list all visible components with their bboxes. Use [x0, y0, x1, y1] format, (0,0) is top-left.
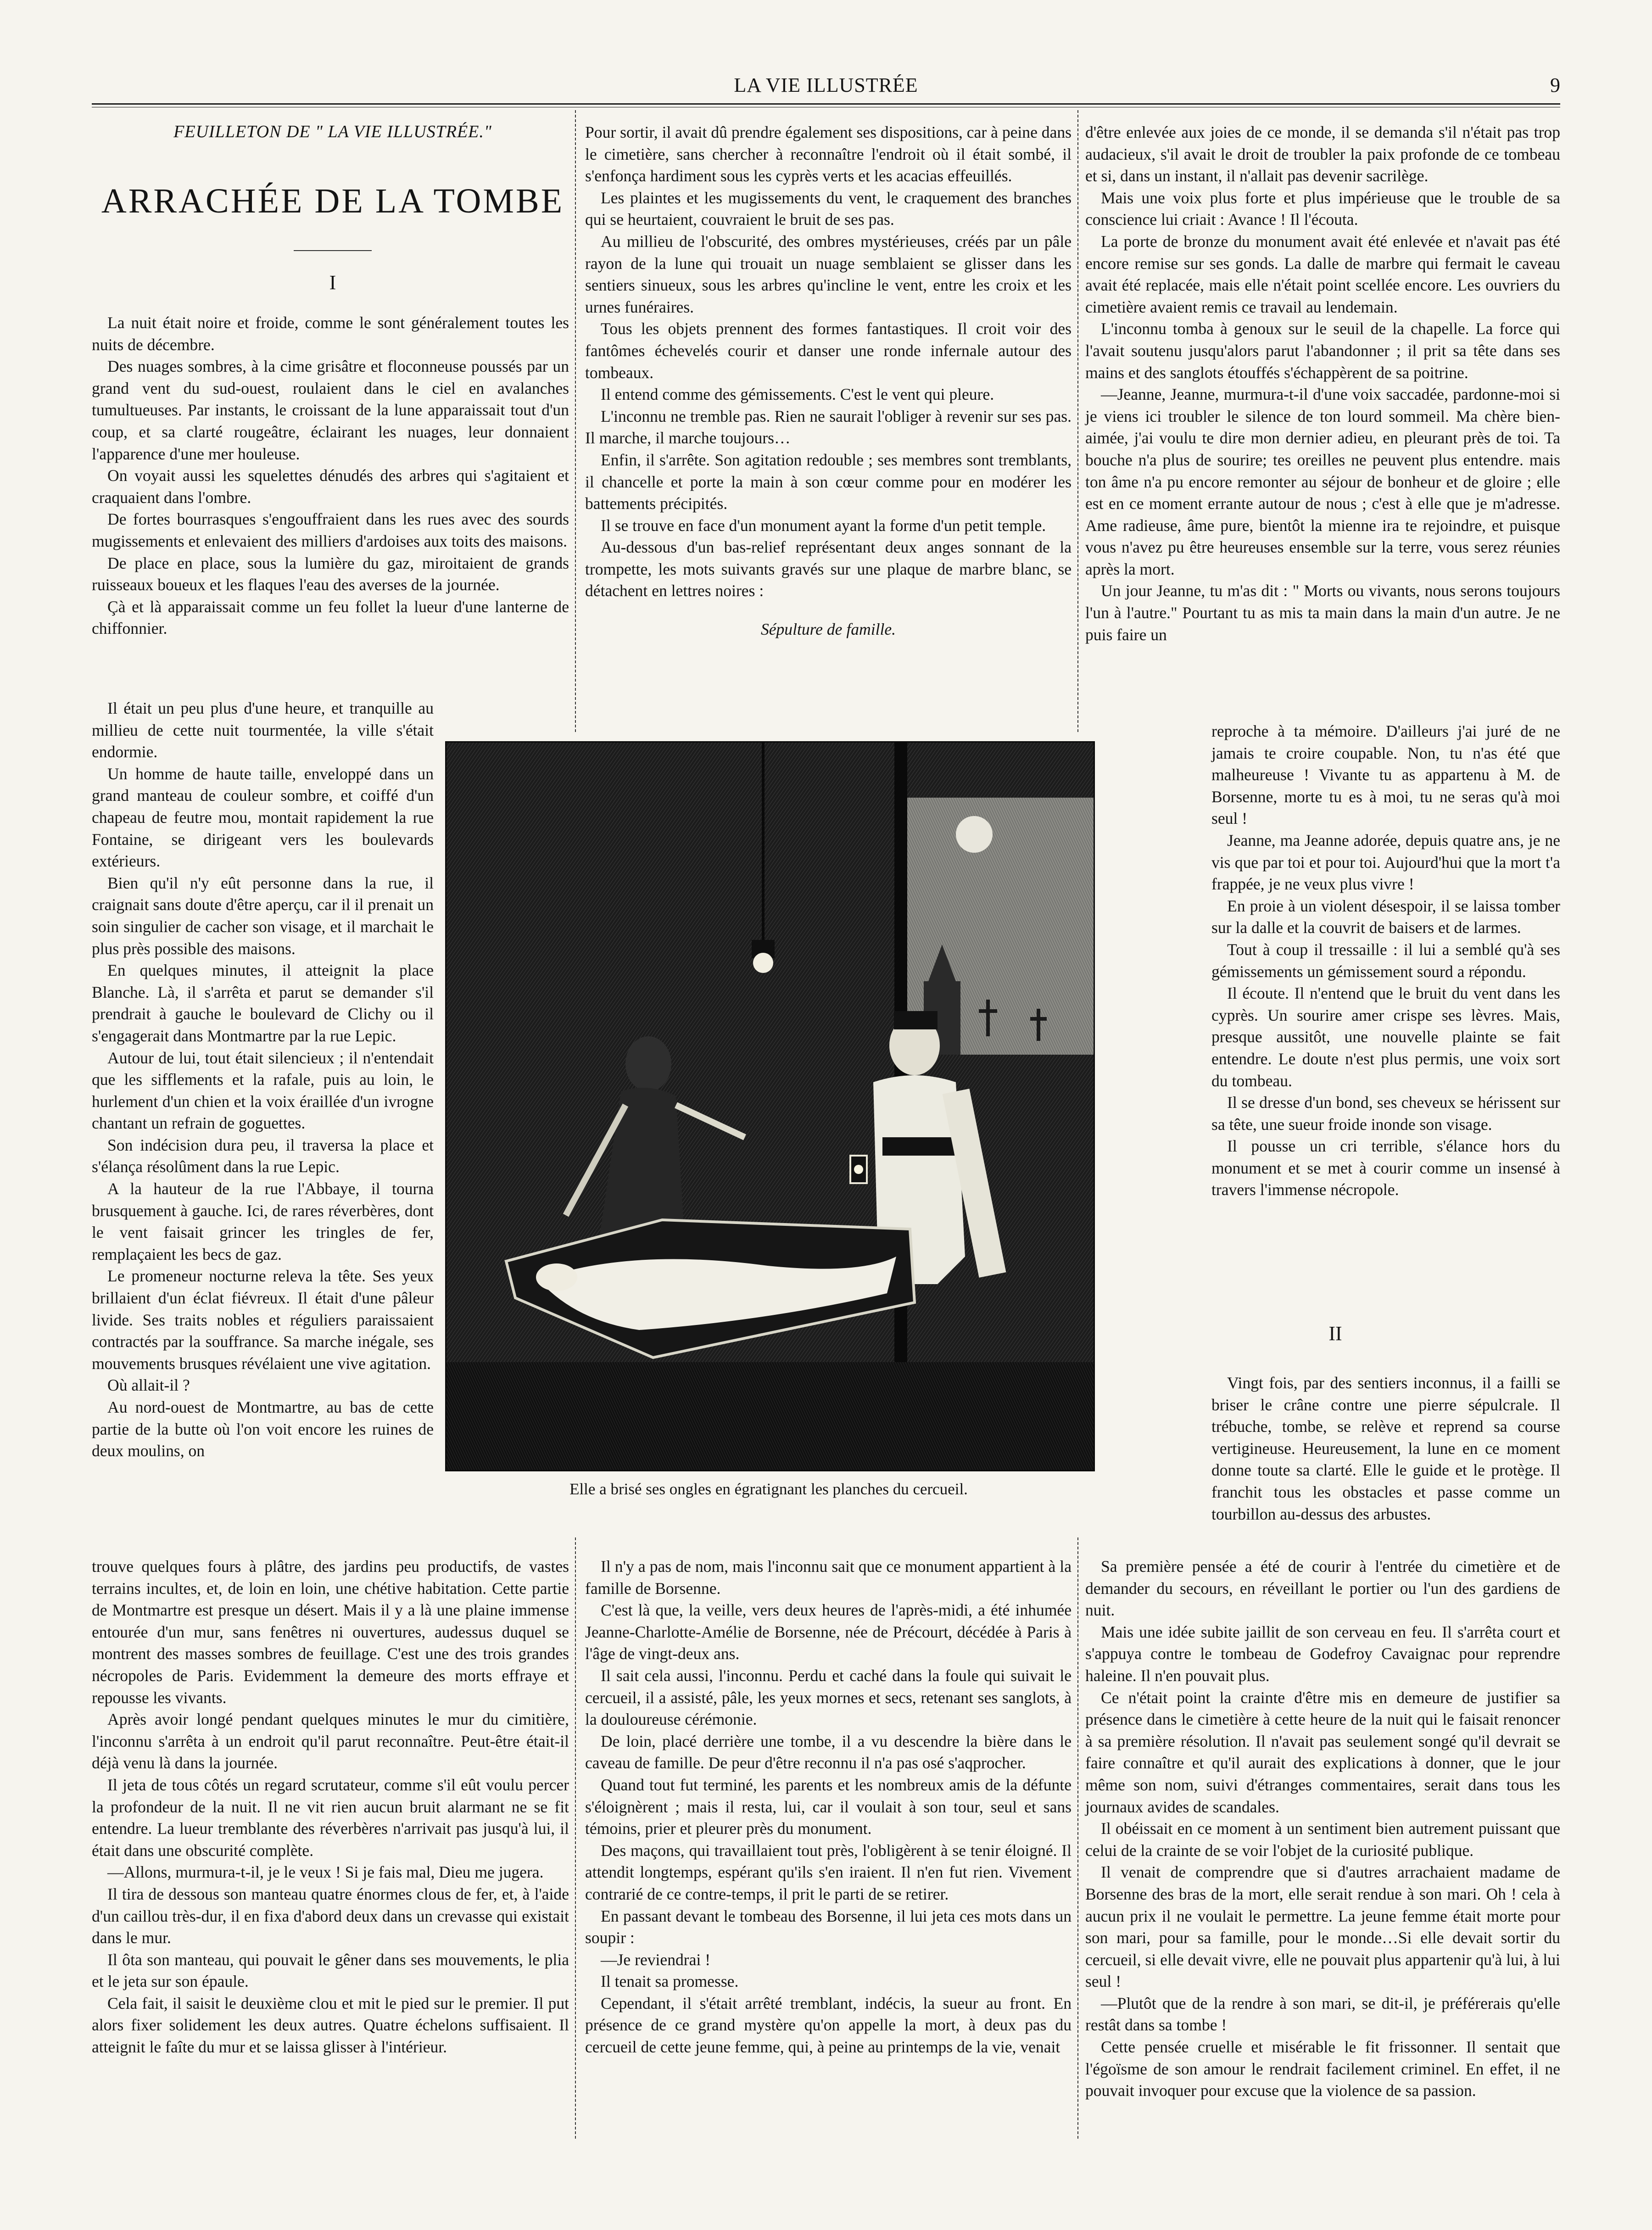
column-rule-left-bottom — [575, 1537, 576, 2139]
paragraph: C'est là que, la veille, vers deux heures de l'après-midi, a été inhumée Jeanne-Charlotte-Amélie de Borsenne, née de Précourt, décédée à Paris à l'âge de vingt-deux ans. — [585, 1601, 1072, 1663]
paragraph: Mais une idée subite jaillit de son cerveau en feu. Il s'arrêta court et s'appuya contre le tombeau de Godefroy Cavaignac pour reprendre haleine. Il n'en pouvait plus. — [1085, 1622, 1560, 1685]
paragraph: Il tira de dessous son manteau quatre énormes clous de fer, et, à l'aide d'un caillou très-dur, il en fixa d'abord deux dans un crevasse qui existait dans le mur. — [92, 1884, 569, 1947]
paragraph: Cette pensée cruelle et misérable le fit frissonner. Il sentait que l'égoïsme de son amour le rendrait facilement criminel. En effet, il ne pouvait invoquer pour excuse que la violence de sa passion. — [1085, 2038, 1560, 2100]
story-title: ARRACHÉE DE LA TOMBE — [101, 182, 564, 220]
paragraph: Son indécision dura peu, il traversa la place et s'élança résolûment dans la rue Lepic. — [92, 1135, 434, 1176]
paragraph: Sa première pensée a été de courir à l'entrée du cimetière et de demander du secours, en réveillant le portier ou l'un des gardiens de nuit. — [1085, 1557, 1560, 1620]
header-rule — [92, 103, 1560, 105]
column-1-bottom — [92, 1556, 569, 2058]
paragraph: —Plutôt que de la rendre à son mari, se dit-il, je préférerais qu'elle restât dans sa tombe ! — [1085, 1994, 1560, 2034]
paragraph: De place en place, sous la lumière du gaz, miroitaient de grands ruisseaux boueux et les flaques l'eau des averses de la journée. — [92, 553, 569, 594]
column-3-narrow — [1211, 721, 1560, 1201]
page-number: 9 — [1550, 74, 1560, 96]
paragraph: trouve quelques fours à plâtre, des jardins peu productifs, de vastes terrains incultes, et, de loin en loin, une chétive habitation. Cette partie de Montmartre est presque un désert. Mais il y a là une plaine immense entourée d'un mur, sans fenêtres ni ouvertures, audessus duquel se montrent des masses sombres de feuillage. C'est une des trois grandes nécropoles de Paris. Evidemment la demeure des morts effraye et repousse les vivants. — [92, 1557, 569, 1707]
paragraph: Il ôta son manteau, qui pouvait le gêner dans ses mouvements, le plia et le jeta sur son épaule. — [92, 1950, 569, 1991]
paragraph: Il n'y a pas de nom, mais l'inconnu sait que ce monument appartient à la famille de Borsenne. — [585, 1557, 1072, 1598]
paragraph: Des nuages sombres, à la cime grisâtre et floconneuse poussés par un grand vent du sud-ouest, roulaient dans le ciel en avalanches tumultueuses. Par instants, le croissant de la lune apparaissait tout d'un coup, et sa clarté rougeâtre, éclairant les nuages, leur donnaient l'apparence d'une mer houleuse. — [92, 357, 569, 463]
paragraph: Tout à coup il tressaille : il lui a semblé qu'à ses gémissements un gémissement sourd a répondu. — [1211, 940, 1560, 981]
column-3-top — [1085, 122, 1560, 646]
figure-caption: Elle a brisé ses ongles en égratignant les planches du cercueil. — [569, 1480, 968, 1498]
column-3-bottom — [1085, 1556, 1560, 2102]
paragraph: Au-dessous d'un bas-relief représentant deux anges sonnant de la trompette, les mots suivants gravés sur une plaque de marbre blanc, se détachent en lettres noires : — [585, 538, 1072, 600]
paragraph: Ce n'était point la crainte d'être mis en demeure de justifier sa présence dans le cimetière à cette heure de la nuit qui le faisait renoncer à sa première résolution. Il n'avait pas seulement songé qu'il devrait se faire connaître et qu'il aurait des explications à donner, que le jour même son nom, suivi d'étranges commentaires, serait dans tous les journaux avides de scandales. — [1085, 1688, 1560, 1816]
paragraph: Çà et là apparaissait comme un feu follet la lueur d'une lanterne de chiffonnier. — [92, 597, 569, 638]
paragraph: La nuit était noire et froide, comme le sont généralement toutes les nuits de décembre. — [92, 313, 569, 354]
paragraph: L'inconnu ne tremble pas. Rien ne saurait l'obliger à revenir sur ses pas. Il marche, il marche toujours… — [585, 407, 1072, 447]
paragraph: Il écoute. Il n'entend que le bruit du vent dans les cyprès. Un sourire amer crispe ses lèvres. Mais, presque aussitôt, une nouvelle plainte se fait entendre. Le doute n'est plus permis, une voix sort du tombeau. — [1211, 984, 1560, 1090]
paragraph: Un homme de haute taille, enveloppé dans un grand manteau de couleur sombre, et coiffé d'un chapeau de feutre mou, montait rapidement la rue Fontaine, se dirigeant vers les boulevards extérieurs. — [92, 764, 434, 871]
paragraph: Jeanne, ma Jeanne adorée, depuis quatre ans, je ne vis que par toi et pour toi. Aujourd'hui que la mort t'a frappée, je ne veux plus vivre ! — [1211, 831, 1560, 894]
column-1-full — [92, 312, 569, 640]
paragraph: Les plaintes et les mugissements du vent, le craquement des branches qui se heurtaient, couvraient le bruit de ses pas. — [585, 188, 1072, 229]
feuilleton-label: FEUILLETON DE " LA VIE ILLUSTRÉE." — [173, 122, 492, 141]
paragraph: Au nord-ouest de Montmartre, au bas de cette partie de la butte où l'on voit encore les ruines de deux moulins, on — [92, 1398, 434, 1460]
paragraph: Il jeta de tous côtés un regard scrutateur, comme s'il eût voulu percer la profondeur de la nuit. Il ne vit rien aucun bruit alarmant ne se fit entendre. La lueur tremblante des réverbères n'arrivait pas jusqu'à lui, il était dans une obscurité complète. — [92, 1775, 569, 1860]
paragraph: —Jeanne, Jeanne, murmura-t-il d'une voix saccadée, pardonne-moi si je viens ici troubler le silence de ton lourd sommeil. Ma chère bien-aimée, j'ai voulu te dire mon dernier adieu, en pleurant près de toi. Ta bouche n'a plus de sourire; tes oreilles ne peuvent plus entendre. mais ton âme n'a pu encore remonter au séjour de bonheur et de gloire ; elle est en ce moment errante autour de nous ; c'est à elle que je m'adresse. Ame radieuse, âme pure, bientôt la mienne ira te rejoindre, et puisque vous n'avez pu être heureuses ensemble sur la terre, vous serez réunies après la mort. — [1085, 385, 1560, 578]
column-1-narrow — [92, 698, 434, 1462]
paragraph: Après avoir longé pendant quelques minutes le mur du cimitière, l'inconnu s'arrêta à un endroit qu'il parut reconnaître. Peut-être était-il déjà venu là dans la journée. — [92, 1710, 569, 1772]
paragraph: Tous les objets prennent des formes fantastiques. Il croit voir des fantômes échevelés courir et danser une ronde infernale autour des tombeaux. — [585, 319, 1072, 382]
paragraph: Autour de lui, tout était silencieux ; il n'entendait que les sifflements et la rafale, puis au loin, le hurlement d'un chien et la voix éraillée d'un ivrogne chantant un refrain de goguettes. — [92, 1048, 434, 1133]
chapter-heading: I — [329, 271, 336, 294]
column-3-narrow-after-two — [1211, 1372, 1560, 1525]
paragraph: L'inconnu tomba à genoux sur le seuil de la chapelle. La force qui l'avait soutenu jusqu'alors parut l'abandonner ; il prit sa tête dans ses mains et des sanglots étouffés s'échappèrent de sa poitrine. — [1085, 319, 1560, 382]
paragraph: Il obéissait en ce moment à un sentiment bien autrement puissant que celui de la crainte de se voir l'objet de la curiosité publique. — [1085, 1819, 1560, 1860]
paragraph: En passant devant le tombeau des Borsenne, il lui jeta ces mots dans un soupir : — [585, 1906, 1072, 1947]
paragraph: De fortes bourrasques s'engouffraient dans les rues avec des sourds mugissements et enlevaient des milliers d'ardoises aux toits des maisons. — [92, 510, 569, 550]
paragraph: —Je reviendrai ! — [601, 1950, 711, 1969]
paragraph: Enfin, il s'arrête. Son agitation redouble ; ses membres sont tremblants, il chancelle et porte la main à son cœur comme pour en modérer les battements précipités. — [585, 450, 1072, 513]
engraving-illustration — [445, 741, 1095, 1471]
column-2-top — [585, 122, 1072, 641]
cemetery-engraving-icon — [446, 743, 1094, 1470]
paragraph: —Allons, murmura-t-il, je le veux ! Si je fais mal, Dieu me jugera. — [107, 1863, 544, 1882]
paragraph: Pour sortir, il avait dû prendre également ses dispositions, car à peine dans le cimetière, sans chercher à reconnaître l'endroit où il était sombé, il s'enfonça hardiment sous les cyprès verts et les acacias effeuillés. — [585, 123, 1072, 185]
paragraph: Cependant, il s'était arrêté tremblant, indécis, la sueur au front. En présence de ce grand mystère qu'on appelle la mort, à deux pas du cercueil de cette jeune femme, qui, à peine au printemps de la vie, venait — [585, 1994, 1072, 2057]
paragraph: Des maçons, qui travaillaient tout près, l'obligèrent à se tenir éloigné. Il attendit longtemps, espérant qu'ils s'en iraient. Il n'en fut rien. Vivement contrarié de ce contre-temps, il prit le parti de se retirer. — [585, 1841, 1072, 1903]
paragraph: En proie à un violent désespoir, il se laissa tomber sur la dalle et la couvrit de baisers et de larmes. — [1211, 896, 1560, 937]
column-rule-left-top — [575, 110, 576, 732]
paragraph: Vingt fois, par des sentiers inconnus, il a failli se briser le crâne contre une pierre sépulcrale. Il trébuche, tombe, se relève et reprend sa course vertigineuse. Heureusement, la lune en ce moment donne toute sa clarté. Elle le guide et le protège. Il franchit tous les obstacles et passe comme un tourbillon au-dessus des arbustes. — [1211, 1374, 1560, 1523]
running-title: LA VIE ILLUSTRÉE — [734, 74, 918, 96]
paragraph: Il était un peu plus d'une heure, et tranquille au millieu de cette nuit tourmentée, la ville s'était endormie. — [92, 699, 434, 761]
paragraph: Il tenait sa promesse. — [601, 1972, 739, 1991]
paragraph: A la hauteur de la rue l'Abbaye, il tourna brusquement à gauche. Ici, de rares réverbères, dont le vent faisait grincer les tringles de fer, remplaçaient les becs de gaz. — [92, 1179, 434, 1263]
paragraph: Quand tout fut terminé, les parents et les nombreux amis de la défunte s'éloignèrent ; mais il resta, lui, car il voulait à son tour, seul et sans témoins, prier et pleurer près du monument. — [585, 1775, 1072, 1838]
paragraph: Bien qu'il n'y eût personne dans la rue, il craignait sans doute d'être aperçu, car il il prenait un soin singulier de cacher son visage, et il marchait le plus près possible des maisons. — [92, 873, 434, 958]
paragraph: d'être enlevée aux joies de ce monde, il se demanda s'il n'était pas trop audacieux, s'il avait le droit de troubler la paix profonde de ce tombeau et si, dans un instant, il n'allait pas devenir sacrilège. — [1085, 123, 1560, 185]
tomb-inscription: Sépulture de famille. — [760, 620, 896, 639]
paragraph: Il se trouve en face d'un monument ayant la forme d'un petit temple. — [601, 516, 1046, 535]
paragraph: Il se dresse d'un bond, ses cheveux se hérissent sur sa tête, une sueur froide inonde son visage. — [1211, 1093, 1560, 1134]
paragraph: Il sait cela aussi, l'inconnu. Perdu et caché dans la foule qui suivait le cercueil, il a assisté, pâle, les yeux mornes et secs, retenant ses sanglots, à la douloureuse cérémonie. — [585, 1666, 1072, 1729]
paragraph: Où allait-il ? — [107, 1376, 190, 1395]
paragraph: Le promeneur nocturne releva la tête. Ses yeux brillaient d'un éclat fiévreux. Il était d'une pâleur livide. Ses traits nobles et réguliers paraissaient contractés par la souffrance. Sa marche inégale, ses mouvements brusques révélaient une vive agitation. — [92, 1267, 434, 1373]
column-rule-right-top — [1077, 110, 1078, 732]
paragraph: Au millieu de l'obscurité, des ombres mystérieuses, créés par un pâle rayon de la lune qui trouait un nuage semblaient se glisser dans les sentiers sinueux, sous les arbres qu'incline le vent, entre les croix et les urnes funéraires. — [585, 232, 1072, 316]
paragraph: En quelques minutes, il atteignit la place Blanche. Là, il s'arrêta et parut se demander s'il prendrait à gauche le boulevard de Clichy ou il s'engagerait dans Montmartre par la rue Lepic. — [92, 961, 434, 1045]
paragraph: Il pousse un cri terrible, s'élance hors du monument et se met à courir comme un insensé à travers l'immense nécropole. — [1211, 1137, 1560, 1199]
paragraph: On voyait aussi les squelettes dénudés des arbres qui s'agitaient et craquaient dans l'ombre. — [92, 466, 569, 507]
paragraph: Il venait de comprendre que si d'autres arrachaient madame de Borsenne des bras de la mort, elle serait rendue à son mari. Oh ! cela à aucun prix il ne voulait le permettre. La jeune femme était morte pour son mari, pour sa famille, pour le monde…Si elle devait sortir du cercueil, si elle devait vivre, elle ne pouvait plus appartenir qu'à lui, à lui seul ! — [1085, 1863, 1560, 1991]
paragraph: La porte de bronze du monument avait été enlevée et n'avait pas été encore remise sur ses gonds. La dalle de marbre qui fermait le caveau avait été replacée, mais elle n'était point scellée encore. Les ouvriers du cimetière avaient remis ce travail au lendemain. — [1085, 232, 1560, 316]
chapter-heading: II — [1328, 1322, 1342, 1345]
paragraph: reproche à ta mémoire. D'ailleurs j'ai juré de ne jamais te croire coupable. Non, tu n'as été que malheureuse ! Vivante tu as appartenu à M. de Borsenne, morte tu es à moi, tu ne seras qu'à moi seul ! — [1211, 722, 1560, 828]
paragraph: De loin, placé derrière une tombe, il a vu descendre la bière dans le caveau de famille. De peur d'être reconnu il n'a pas osé s'aqprocher. — [585, 1732, 1072, 1772]
title-divider — [294, 250, 372, 251]
paragraph: Mais une voix plus forte et plus impérieuse que le trouble de sa conscience lui criait : Avance ! Il l'écouta. — [1085, 188, 1560, 229]
column-2-bottom — [585, 1556, 1072, 2058]
paragraph: Un jour Jeanne, tu m'as dit : " Morts ou vivants, nous serons toujours l'un à l'autre." Pourtant tu as mis ta main dans la main d'un autre. Je ne puis faire un — [1085, 581, 1560, 644]
paragraph: Cela fait, il saisit le deuxième clou et mit le pied sur le premier. Il put alors fixer solidement les deux autres. Quatre échelons suffisaient. Il atteignit le faîte du mur et se laissa glisser à l'intérieur. — [92, 1994, 569, 2057]
paragraph: Il entend comme des gémissements. C'est le vent qui pleure. — [601, 385, 994, 404]
column-rule-right-bottom — [1077, 1537, 1078, 2139]
